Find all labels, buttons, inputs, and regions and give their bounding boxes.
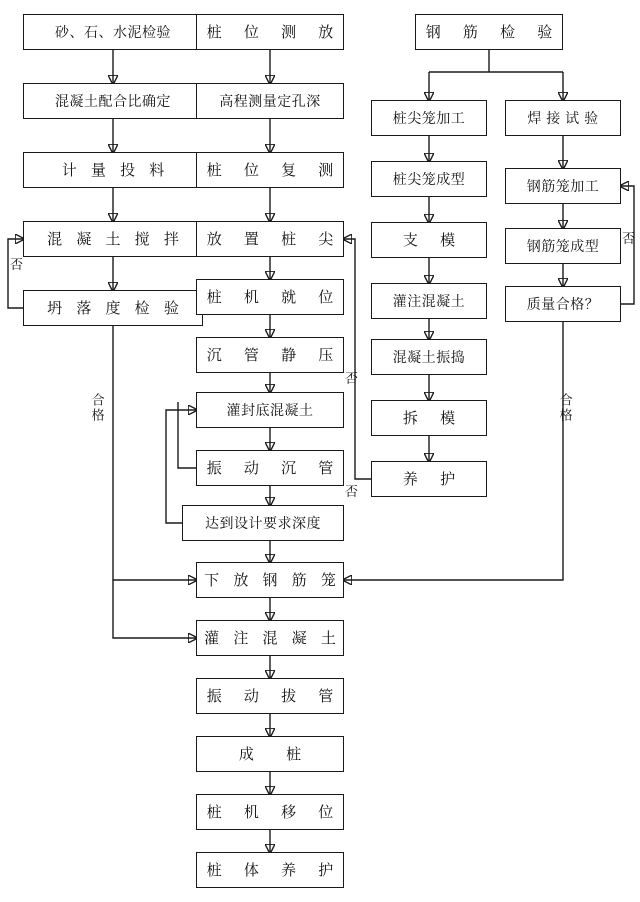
edge-label-pass-quality: 合格 [557,393,573,423]
node-pour-concrete[interactable]: 灌 注 混 凝 土 [196,620,344,656]
node-reach-design-depth[interactable]: 达到设计要求深度 [182,505,344,541]
node-formwork-support[interactable]: 支 模 [371,222,487,258]
node-formwork-removal[interactable]: 拆 模 [371,400,487,436]
edge-label-no-sinking: 否 [345,371,359,386]
node-pour-bottom-concrete[interactable]: 灌封底混凝土 [196,392,344,428]
node-vibratory-sinking-pipe[interactable]: 振 动 沉 管 [196,450,344,486]
node-pile-machine-move[interactable]: 桩 机 移 位 [196,794,344,830]
node-concrete-vibrating[interactable]: 混凝土振捣 [371,339,487,375]
node-measure-feeding[interactable]: 计 量 投 料 [23,152,203,188]
node-pile-formed[interactable]: 成 桩 [196,736,344,772]
node-pile-curing[interactable]: 桩 体 养 护 [196,852,344,888]
edge-label-pass-concrete: 合格 [89,393,105,423]
node-concrete-mixing[interactable]: 混 凝 土 搅 拌 [23,221,203,257]
node-concrete-mix-ratio[interactable]: 混凝土配合比确定 [23,83,203,119]
node-pile-position-setting[interactable]: 桩 位 测 放 [196,14,344,50]
node-elevation-survey-hole-depth[interactable]: 高程测量定孔深 [196,83,344,119]
node-pile-machine-in-place[interactable]: 桩 机 就 位 [196,279,344,315]
edge-label-no-slump: 否 [10,257,24,272]
edge-label-no-depth: 否 [345,484,359,499]
node-place-pile-tip[interactable]: 放 置 桩 尖 [196,221,344,257]
node-sand-stone-cement-inspection[interactable]: 砂、石、水泥检验 [23,14,203,50]
node-quality-check[interactable]: 质量合格？ [505,286,621,322]
node-rebar-cage-fabrication[interactable]: 钢筋笼加工 [505,168,621,204]
node-pile-tip-cage-fabrication[interactable]: 桩尖笼加工 [371,100,487,136]
node-slump-test[interactable]: 坍 落 度 检 验 [23,290,203,326]
node-vibratory-pipe-extraction[interactable]: 振 动 拔 管 [196,678,344,714]
edge-label-no-quality: 否 [622,231,636,246]
node-lower-rebar-cage[interactable]: 下 放 钢 筋 笼 [196,562,344,598]
node-pour-concrete-tip[interactable]: 灌注混凝土 [371,283,487,319]
node-pile-tip-cage-forming[interactable]: 桩尖笼成型 [371,161,487,197]
node-static-pressing-pipe[interactable]: 沉 管 静 压 [196,337,344,373]
node-welding-test[interactable]: 焊 接 试 验 [505,100,621,136]
node-rebar-cage-forming[interactable]: 钢筋笼成型 [505,228,621,264]
node-pile-position-recheck[interactable]: 桩 位 复 测 [196,152,344,188]
node-curing[interactable]: 养 护 [371,461,487,497]
node-rebar-inspection[interactable]: 钢 筋 检 验 [415,14,563,50]
